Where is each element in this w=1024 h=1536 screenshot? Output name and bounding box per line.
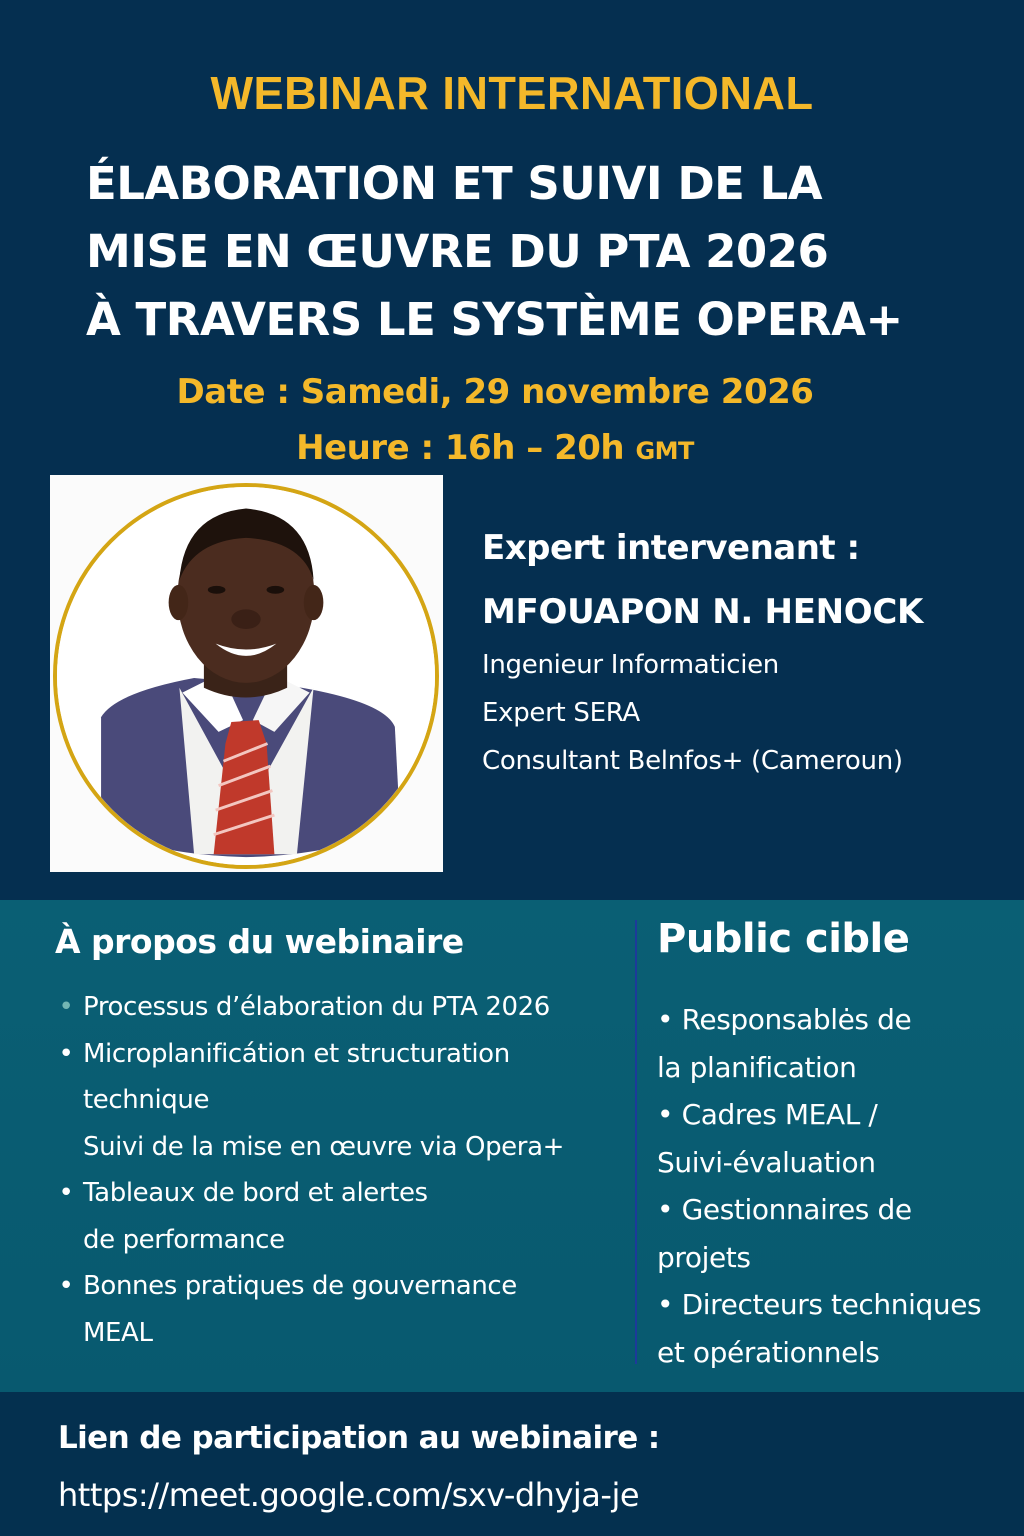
about-item-text: Bonnes pratiques de gouvernance: [83, 1271, 517, 1301]
about-item-text: Suivi de la mise en œuvre via Opera+: [83, 1131, 564, 1162]
event-title: [86, 150, 986, 354]
bullet-icon: •: [58, 992, 74, 1022]
event-time-range: Heure : 16h – 20h: [296, 428, 625, 468]
audience-line: • Cadres MEAL /: [657, 1098, 878, 1131]
about-item-text: Tableaux de bord et alertes: [83, 1178, 428, 1208]
speaker-info: [482, 528, 1012, 794]
about-heading: À propos du webinaire: [55, 922, 464, 961]
about-item-text: Processus d’élaboration du PTA 2026: [83, 992, 550, 1022]
speaker-role: Consultant Belnfos+ (Cameroun): [482, 746, 903, 776]
about-item-text: Microplanificátion et structuration: [83, 1038, 510, 1069]
speaker-role: Ingenieur Informaticien: [482, 650, 779, 680]
title-line: MISE EN ŒUVRE DU PTA 2026: [86, 225, 829, 278]
audience-line: Suivi-évaluation: [657, 1145, 876, 1179]
speaker-name: MFOUAPON N. HENOCK: [482, 592, 924, 632]
about-item: [55, 1031, 635, 1171]
audience-line: la planification: [657, 1050, 857, 1084]
audience-line: • Gestionnaires de: [657, 1193, 912, 1226]
event-time: [0, 428, 990, 468]
audience-line: projets: [657, 1240, 751, 1274]
title-line: À TRAVERS LE SYSTÈME OPERA+: [86, 293, 903, 346]
event-kicker: WEBINAR INTERNATIONAL: [210, 67, 814, 119]
column-divider: [635, 920, 637, 1364]
meeting-link[interactable]: https://meet.google.com/sxv-dhyja-je: [58, 1476, 640, 1514]
link-label: Lien de participation au webinaire :: [58, 1420, 660, 1456]
audience-heading: Public cible: [657, 916, 910, 962]
about-item-text: de performance: [83, 1224, 285, 1255]
about-item: [55, 1263, 635, 1356]
event-timezone: GMT: [635, 437, 694, 465]
about-item: [55, 1170, 635, 1263]
about-item-text: MEAL: [83, 1317, 153, 1348]
speaker-role: Expert SERA: [482, 698, 640, 728]
speaker-label: Expert intervenant :: [482, 528, 860, 568]
speaker-portrait-icon: [53, 483, 439, 869]
about-item: [55, 984, 635, 1031]
event-date: Date : Samedi, 29 novembre 2026: [176, 372, 814, 412]
audience-line: • Directeurs techniques: [657, 1288, 982, 1321]
bullet-icon: •: [58, 1038, 74, 1069]
about-item-text: technique: [83, 1085, 210, 1115]
footer-section: [0, 1392, 1024, 1536]
audience-line: • Responsablės de: [657, 1003, 912, 1036]
about-list: [55, 984, 635, 1356]
about-webinar: [55, 922, 635, 1356]
target-audience: [657, 916, 1024, 1376]
bullet-icon: •: [58, 1178, 74, 1208]
audience-line: et opérationnels: [657, 1335, 880, 1369]
title-line: ÉLABORATION ET SUIVI DE LA: [86, 157, 823, 210]
bullet-icon: •: [58, 1271, 74, 1301]
speaker-photo-frame: [50, 475, 443, 872]
